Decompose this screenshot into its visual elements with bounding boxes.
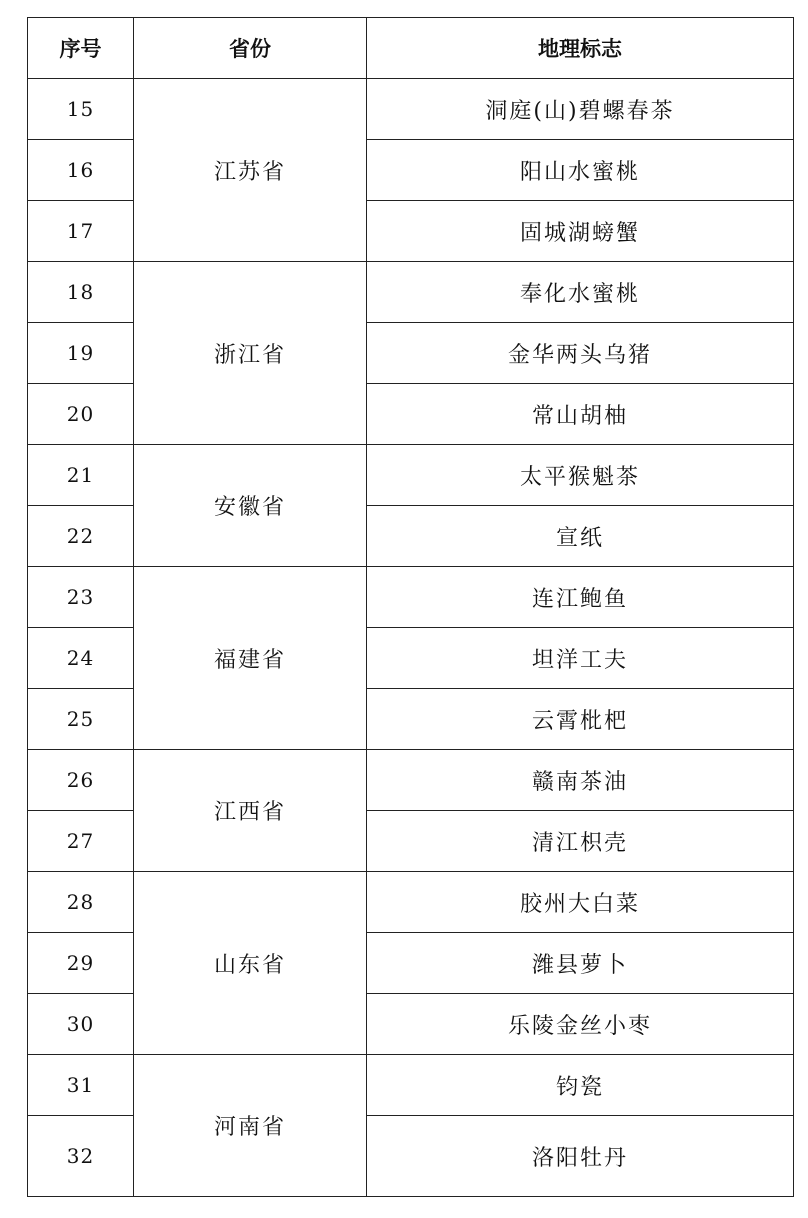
row-index: 18 bbox=[28, 262, 134, 323]
row-index: 28 bbox=[28, 872, 134, 933]
header-index: 序号 bbox=[28, 18, 134, 79]
header-landmark: 地理标志 bbox=[367, 18, 794, 79]
row-province: 江苏省 bbox=[134, 79, 367, 262]
row-landmark: 奉化水蜜桃 bbox=[367, 262, 794, 323]
row-landmark: 清江枳壳 bbox=[367, 811, 794, 872]
row-index: 26 bbox=[28, 750, 134, 811]
table-row bbox=[28, 1055, 794, 1116]
row-index: 23 bbox=[28, 567, 134, 628]
row-province: 浙江省 bbox=[134, 262, 367, 445]
row-landmark: 洛阳牡丹 bbox=[367, 1116, 794, 1197]
row-index: 16 bbox=[28, 140, 134, 201]
row-landmark: 连江鲍鱼 bbox=[367, 567, 794, 628]
header-province: 省份 bbox=[134, 18, 367, 79]
row-landmark: 赣南茶油 bbox=[367, 750, 794, 811]
row-province: 山东省 bbox=[134, 872, 367, 1055]
row-landmark: 太平猴魁茶 bbox=[367, 445, 794, 506]
row-landmark: 乐陵金丝小枣 bbox=[367, 994, 794, 1055]
row-province: 河南省 bbox=[134, 1055, 367, 1197]
table-row bbox=[28, 872, 794, 933]
table-row bbox=[28, 567, 794, 628]
row-province: 江西省 bbox=[134, 750, 367, 872]
row-landmark: 潍县萝卜 bbox=[367, 933, 794, 994]
row-landmark: 胶州大白菜 bbox=[367, 872, 794, 933]
row-index: 17 bbox=[28, 201, 134, 262]
row-index: 29 bbox=[28, 933, 134, 994]
row-index: 24 bbox=[28, 628, 134, 689]
table-row bbox=[28, 750, 794, 811]
row-index: 20 bbox=[28, 384, 134, 445]
row-index: 32 bbox=[28, 1116, 134, 1197]
row-index: 30 bbox=[28, 994, 134, 1055]
row-index: 31 bbox=[28, 1055, 134, 1116]
row-province: 福建省 bbox=[134, 567, 367, 750]
row-landmark: 金华两头乌猪 bbox=[367, 323, 794, 384]
table-header-row bbox=[28, 18, 794, 79]
row-index: 27 bbox=[28, 811, 134, 872]
row-landmark: 阳山水蜜桃 bbox=[367, 140, 794, 201]
row-landmark: 宣纸 bbox=[367, 506, 794, 567]
row-index: 15 bbox=[28, 79, 134, 140]
row-landmark: 云霄枇杷 bbox=[367, 689, 794, 750]
row-landmark: 常山胡柚 bbox=[367, 384, 794, 445]
geographical-indication-table bbox=[27, 17, 794, 1197]
table-row bbox=[28, 445, 794, 506]
row-landmark: 坦洋工夫 bbox=[367, 628, 794, 689]
row-index: 25 bbox=[28, 689, 134, 750]
row-landmark: 固城湖螃蟹 bbox=[367, 201, 794, 262]
table-row bbox=[28, 262, 794, 323]
row-province: 安徽省 bbox=[134, 445, 367, 567]
row-landmark: 洞庭(山)碧螺春茶 bbox=[367, 79, 794, 140]
row-index: 19 bbox=[28, 323, 134, 384]
row-index: 22 bbox=[28, 506, 134, 567]
row-index: 21 bbox=[28, 445, 134, 506]
row-landmark: 钧瓷 bbox=[367, 1055, 794, 1116]
table-row bbox=[28, 79, 794, 140]
